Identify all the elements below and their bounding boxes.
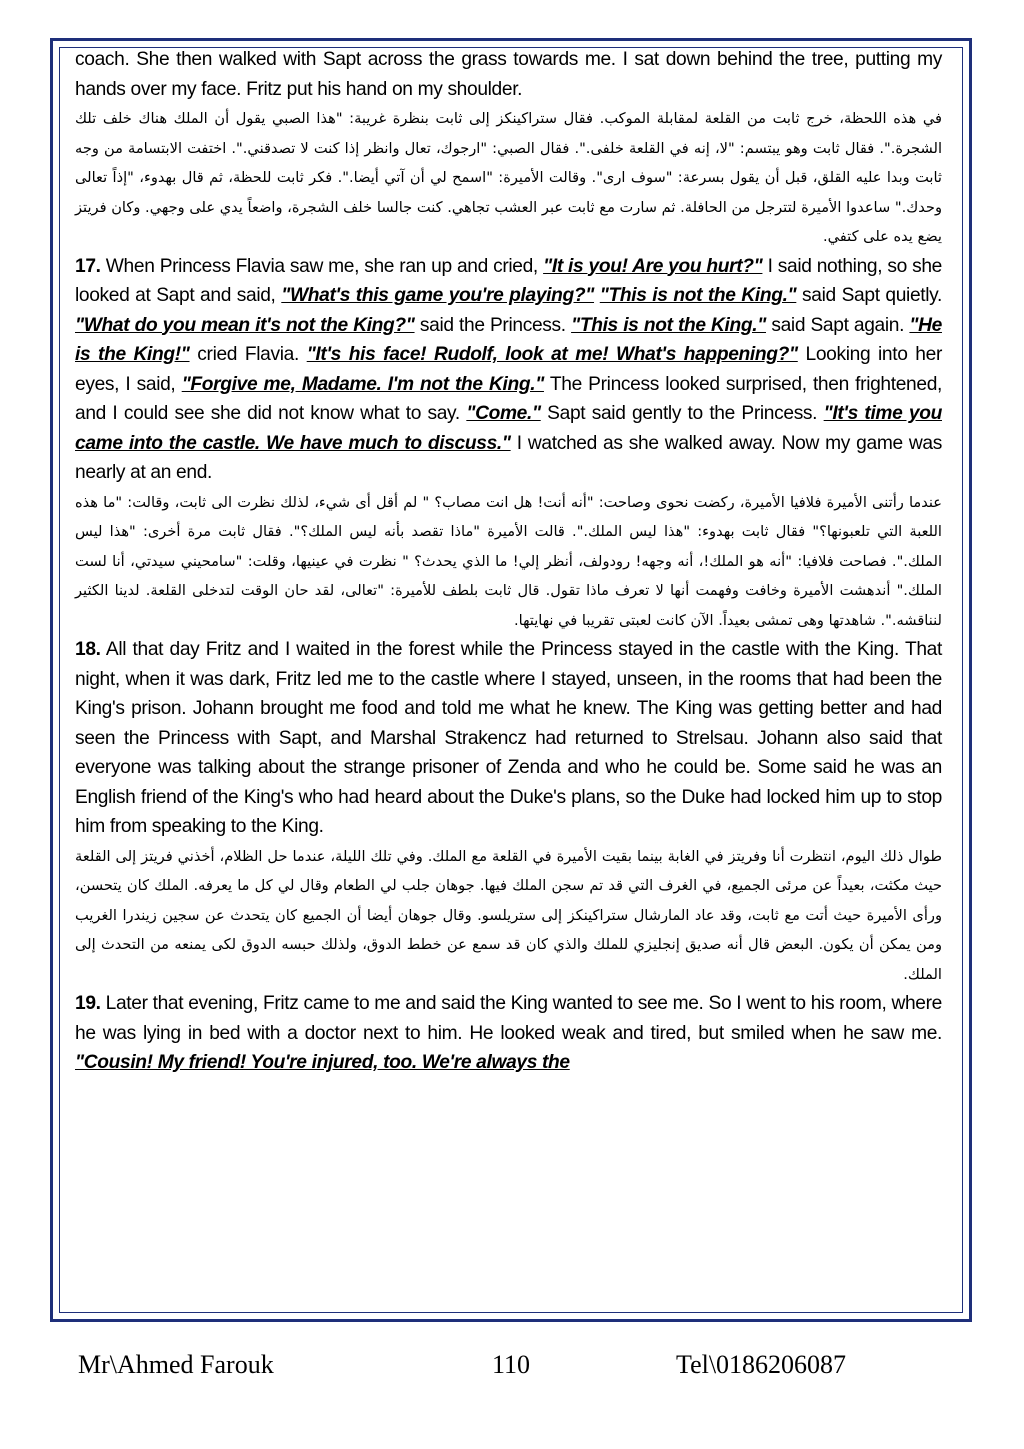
dialogue-quote: "What's this game you're playing?" <box>281 285 595 306</box>
dialogue-quote: "It is you! Are you hurt?" <box>543 255 763 277</box>
narrative-text: said Sapt again. <box>766 314 910 336</box>
page-content <box>75 45 942 1078</box>
paragraph-number: 17. <box>75 255 101 277</box>
dialogue-quote: "It's time you came into the castle. We have much to discuss." <box>75 403 942 454</box>
footer-phone: Tel\0186206087 <box>676 1350 847 1379</box>
paragraph-number: 19. <box>75 993 101 1014</box>
narrative-text: coach. She then walked with Sapt across the grass towards me. I sat down behind the tree, putting my hands over my face. Fritz put his hand on my shoulder. <box>75 49 942 100</box>
narrative-text: I watched as she walked away. Now my game was nearly at an end. <box>75 432 942 483</box>
dialogue-quote: "Forgive me, Madame. I'm not the King." <box>181 373 544 395</box>
narrative-text: Looking into her eyes, I said, <box>75 344 942 395</box>
narrative-text: I said nothing, so she looked at Sapt and said, <box>75 255 943 306</box>
footer-author: Mr\Ahmed Farouk <box>78 1350 274 1379</box>
narrative-text: Later that evening, Fritz came to me and said the King wanted to see me. So I went to his room, where he was lying in bed with a doctor next to him. He looked weak and tired, but smiled when he saw me. <box>75 993 942 1044</box>
english-paragraph <box>75 635 942 842</box>
dialogue-quote: "This is not the King." <box>599 285 797 306</box>
dialogue-quote: "He is the King!" <box>75 314 942 365</box>
narrative-text: said the Princess. <box>414 314 572 336</box>
arabic-paragraph: في هذه اللحظة، خرج ثابت من القلعة لمقابلة الموكب. فقال ستراكينكز إلى ثابت بنظرة غريبة: "هذا الصبي يقول أن الملك هناك خلف تلك الشجرة.". فقال ثابت وهو يبتسم: "لا، إنه في القلعة خلفى.". فقال الصبي: "ارجوك، تعال وانظر إذا كنت لا تصدقني.". اختفت الابتسامة من وجه ثابت وبدا عليه القلق، قبل أن يقول بسرعة: "سوف ارى". وقالت الأميرة: "اسمح لي أن آتي أيضا.". فكر ثابت للحظة، ثم قال بهدوء، "إذاً تعالى وحدك." ساعدوا الأميرة لتترجل من الحافلة. ثم سارت مع ثابت عبر العشب تجاهي. كنت جالسا خلف الشجرة، واضعاً يدي على وجهي. وكان فريتز يضع يده على كتفي. <box>75 110 942 245</box>
arabic-paragraph: طوال ذلك اليوم، انتظرت أنا وفريتز في الغابة بينما بقيت الأميرة في القلعة مع الملك. وفي تلك الليلة، عندما حل الظلام، أخذني فريتز إلى القلعة حيث مكثت، بعيداً عن مرئى الجميع، في الغرف التي قد تم سجن الملك فيها. جوهان جلب لي الطعام وقال لي كل ما يعرفه. الملك كان يتحسن، ورأى الأميرة حيث أتت مع ثابت، وقد عاد المارشال ستراكينكز إلى ستريلسو. وقال جوهان أيضا أن الجميع كان يتحدث عن سجين زيندرا الغريب ومن يمكن أن يكون. البعض قال أنه صديق إنجليزي للملك والذي كان قد سمع عن خطط الدوق، ولذلك حبسه الدوق لكى يمنعه من التحدث إلى الملك. <box>75 847 942 983</box>
english-paragraph <box>75 252 942 488</box>
narrative-text: The Princess looked surprised, then frightened, and I could see she did not know what to say. <box>75 373 942 424</box>
dialogue-quote: "It's his face! Rudolf, look at me! What's happening?" <box>306 344 798 365</box>
dialogue-quote: "What do you mean it's not the King?" <box>75 314 415 336</box>
narrative-text: said Sapt quietly. <box>796 285 942 306</box>
english-paragraph <box>75 989 942 1078</box>
narrative-text: Sapt said gently to the Princess. <box>540 403 824 424</box>
english-paragraph <box>75 45 942 104</box>
narrative-text: All that day Fritz and I waited in the forest while the Princess stayed in the castle with the King. That night, when it was dark, Fritz led me to the castle where I stayed, unseen, in the rooms that had been the King's prison. Johann brought me food and told me what he knew. The King was getting better and had seen the Princess with Sapt, and Marshal Strakencz had returned to Strelsau. Johann also said that everyone was talking about the strange prisoner of Zenda and who he could be. Some said he was an English friend of the King's who had heard about the Duke's plans, so the Duke had locked him up to stop him from speaking to the King. <box>75 639 942 837</box>
arabic-paragraph: عندما رأتنى الأميرة فلافيا الأميرة، ركضت نحوى وصاحت: "أنه أنت! هل انت مصاب؟ " لم أقل أى شيء، لذلك نظرت الى ثابت، وقالت: "ما هذه اللعبة التي تلعبونها؟" فقال ثابت بهدوء: "هذا ليس الملك.". قالت الأميرة "ماذا تقصد بأنه ليس الملك؟". فقال ثابت مرة أخرى: "هذا ليس الملك.". فصاحت فلافيا: "أنه هو الملك!، أنه وجهه! رودولف، أنظر إلي! ما الذي يحدث؟ " نظرت في عينيها، وقلت: "سامحيني سيدتي، أنا لست الملك." أندهشت الأميرة وخافت وفهمت أنها لا تعرف ماذا تقول. قال ثابت بلطف للأميرة: "تعالى، لقد حان الوقت لتدخلى القلعة. لدينا الكثير لنناقشه.". شاهدتها وهى تمشى بعيداً. الآن كانت لعبتى تقريبا في نهايتها. <box>75 493 942 629</box>
dialogue-quote: "This is not the King." <box>571 314 766 336</box>
dialogue-quote: "Come." <box>466 403 541 424</box>
footer-page-number: 110 <box>492 1350 531 1379</box>
narrative-text: cried Flavia. <box>189 344 307 365</box>
paragraph-number: 18. <box>75 639 101 660</box>
dialogue-quote: "Cousin! My friend! You're injured, too. We're always the <box>75 1052 570 1073</box>
page-footer <box>0 1350 1024 1390</box>
narrative-text: When Princess Flavia saw me, she ran up and cried, <box>100 255 544 277</box>
